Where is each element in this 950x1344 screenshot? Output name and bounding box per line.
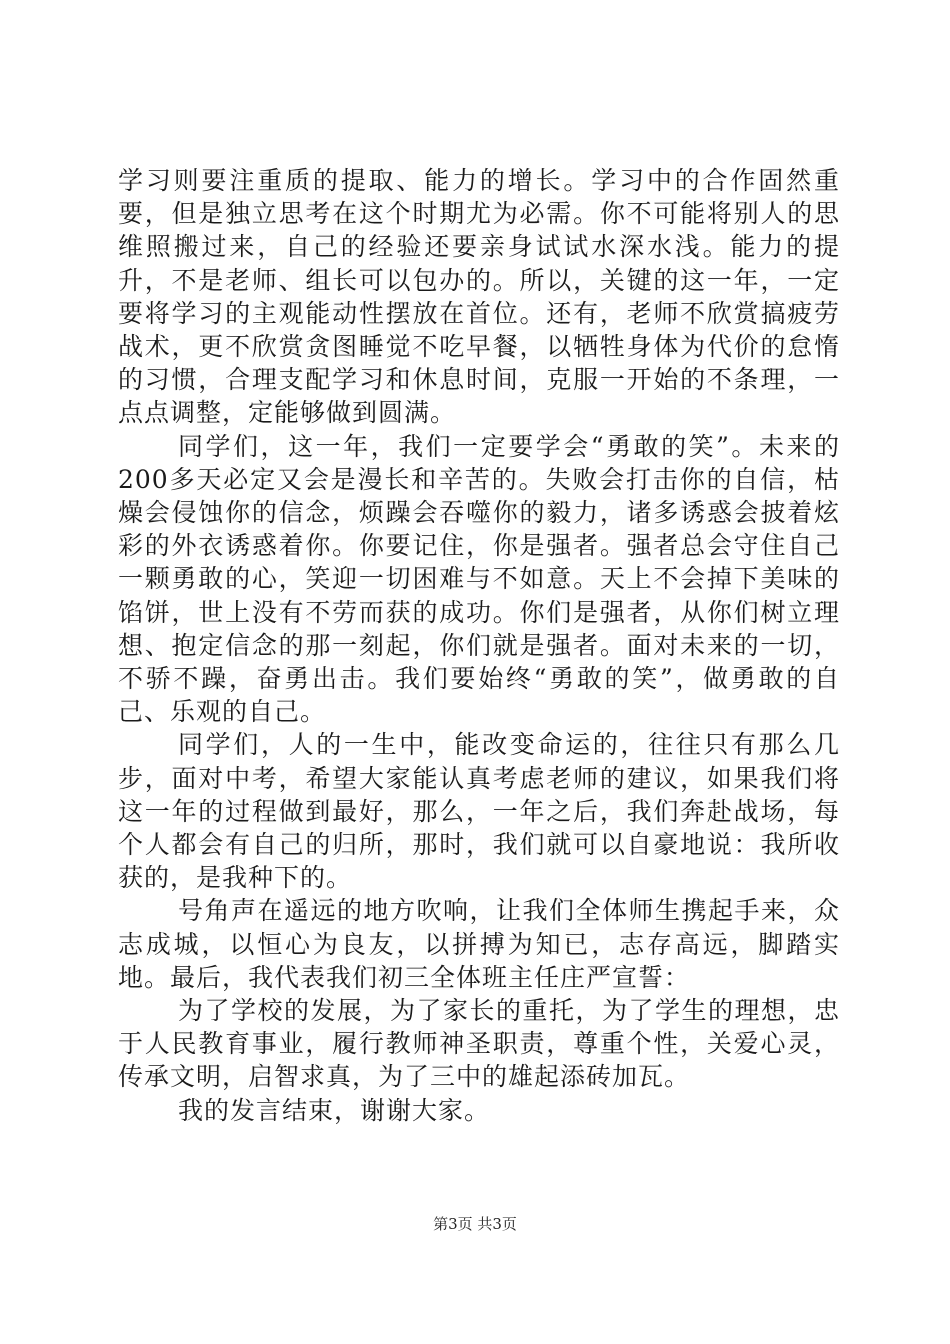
paragraph-6: 我的发言结束，谢谢大家。 [178, 1095, 491, 1125]
paragraph-3: 同学们，人的一生中，能改变命运的，往往只有那么几步，面对中考，希望大家能认真考虑老师的建议，如果我们将这一年的过程做到最好，那么，一年之后，我们奔赴战场，每个人都会有自己的归所，那时，我们就可以自豪地说：我所收获的，是我种下的。 [118, 730, 840, 893]
body-text [118, 164, 840, 1127]
paragraph-5: 为了学校的发展，为了家长的重托，为了学生的理想，忠于人民教育事业，履行教师神圣职责，尊重个性，关爱心灵，传承文明，启智求真，为了三中的雄起添砖加瓦。 [118, 996, 840, 1092]
paragraph-1: 学习则要注重质的提取、能力的增长。学习中的合作固然重要，但是独立思考在这个时期尤为必需。你不可能将别人的思维照搬过来，自己的经验还要亲身试试水深水浅。能力的提升，不是老师、组长可以包办的。所以，关键的这一年，一定要将学习的主观能动性摆放在首位。还有，老师不欣赏搞疲劳战术，更不欣赏贪图睡觉不吃早餐，以牺牲身体为代价的怠惰的习惯，合理支配学习和休息时间，克服一开始的不条理，一点点调整，定能够做到圆满。 [118, 166, 840, 428]
paragraph-4: 号角声在遥远的地方吹响，让我们全体师生携起手来，众志成城，以恒心为良友，以拼搏为知已，志存高远，脚踏实地。最后，我代表我们初三全体班主任庄严宣誓： [118, 896, 840, 992]
page-footer: 第3页 共3页 [433, 1215, 517, 1233]
paragraph-2: 同学们，这一年，我们一定要学会“勇敢的笑”。未来的200多天必定又会是漫长和辛苦的。失败会打击你的自信，枯燥会侵蚀你的信念，烦躁会吞噬你的毅力，诸多诱惑会披着炫彩的外衣诱惑着你。你要记住，你是强者。强者总会守住自己一颗勇敢的心，笑迎一切困难与不如意。天上不会掉下美味的馅饼，世上没有不劳而获的成功。你们是强者，从你们树立理想、抱定信念的那一刻起，你们就是强者。面对未来的一切，不骄不躁，奋勇出击。我们要始终“勇敢的笑”，做勇敢的自己、乐观的自己。 [118, 431, 840, 727]
